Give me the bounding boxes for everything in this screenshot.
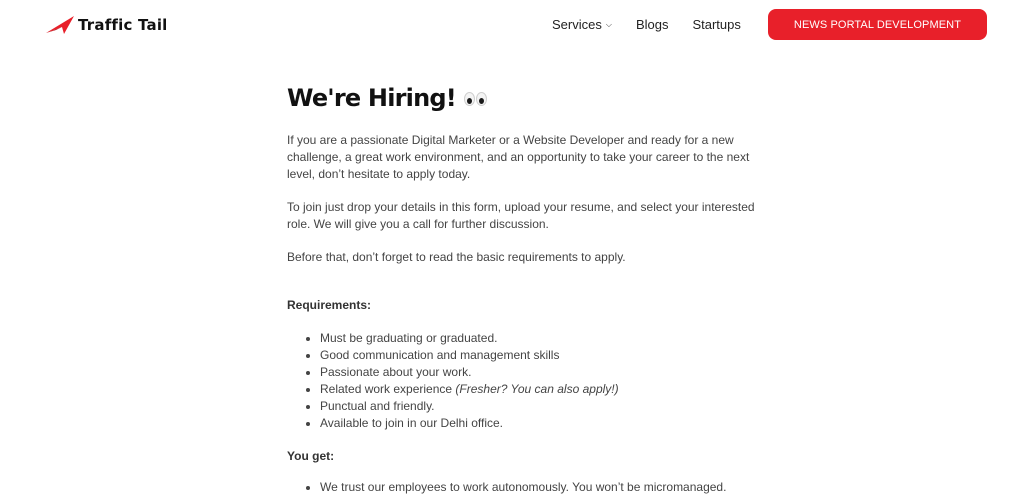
list-item: [320, 381, 757, 398]
you-get-heading: You get:: [287, 449, 335, 463]
you-get-list: [287, 479, 757, 496]
list-item-text: Must be graduating or graduated.: [320, 331, 498, 345]
nav-item-blogs[interactable]: [636, 17, 669, 32]
main-content: [287, 80, 757, 496]
news-portal-development-button[interactable]: NEWS PORTAL DEVELOPMENT: [768, 9, 987, 40]
nav-item-services[interactable]: [552, 17, 612, 32]
eye-left: [464, 92, 475, 106]
nav-item-label: Startups: [692, 16, 741, 32]
list-item-text: Related work experience: [320, 382, 456, 396]
list-item-text: Good communication and management skills: [320, 348, 560, 362]
list-item-text: Passionate about your work.: [320, 365, 472, 379]
red-arrow-logo-icon: [46, 16, 74, 34]
nav-item-label: Blogs: [635, 16, 669, 32]
logo-text: Traffic Tail: [78, 16, 168, 34]
nav-item-startups[interactable]: [692, 17, 740, 32]
requirements-heading: Requirements:: [287, 298, 372, 312]
list-item: [320, 398, 757, 415]
list-item-text: Punctual and friendly.: [320, 399, 435, 413]
list-item: [320, 479, 757, 496]
chevron-down-icon: ⌵: [605, 19, 612, 29]
nav-item-label: Services: [552, 16, 602, 32]
instructions-paragraph: To join just drop your details in this form, upload your resume, and select your interested role. We will give you a call for further discussion.: [287, 200, 755, 231]
list-item-text: Available to join in our Delhi office.: [320, 416, 503, 430]
requirements-list: [287, 330, 757, 432]
list-item: [320, 415, 757, 432]
site-header: [0, 0, 1024, 48]
site-logo[interactable]: [46, 14, 168, 36]
eyes-icon: [464, 92, 487, 106]
note-paragraph: Before that, don’t forget to read the basic requirements to apply.: [287, 250, 626, 264]
eye-right: [476, 92, 487, 106]
page-title: [287, 82, 757, 114]
intro-paragraph: If you are a passionate Digital Marketer or a Website Developer and ready for a new challenge, a great work environment, and an opportunity to take your career to the next level, don’t hesitate to apply today.: [287, 133, 750, 181]
main-nav: [552, 14, 741, 34]
list-item-italic-note: (Fresher? You can also apply!): [455, 382, 619, 396]
list-item: [320, 330, 757, 347]
list-item-text: We trust our employees to work autonomously. You won’t be micromanaged.: [320, 480, 727, 494]
list-item: [320, 364, 757, 381]
list-item: [320, 347, 757, 364]
page-title-text: We're Hiring!: [287, 84, 456, 112]
